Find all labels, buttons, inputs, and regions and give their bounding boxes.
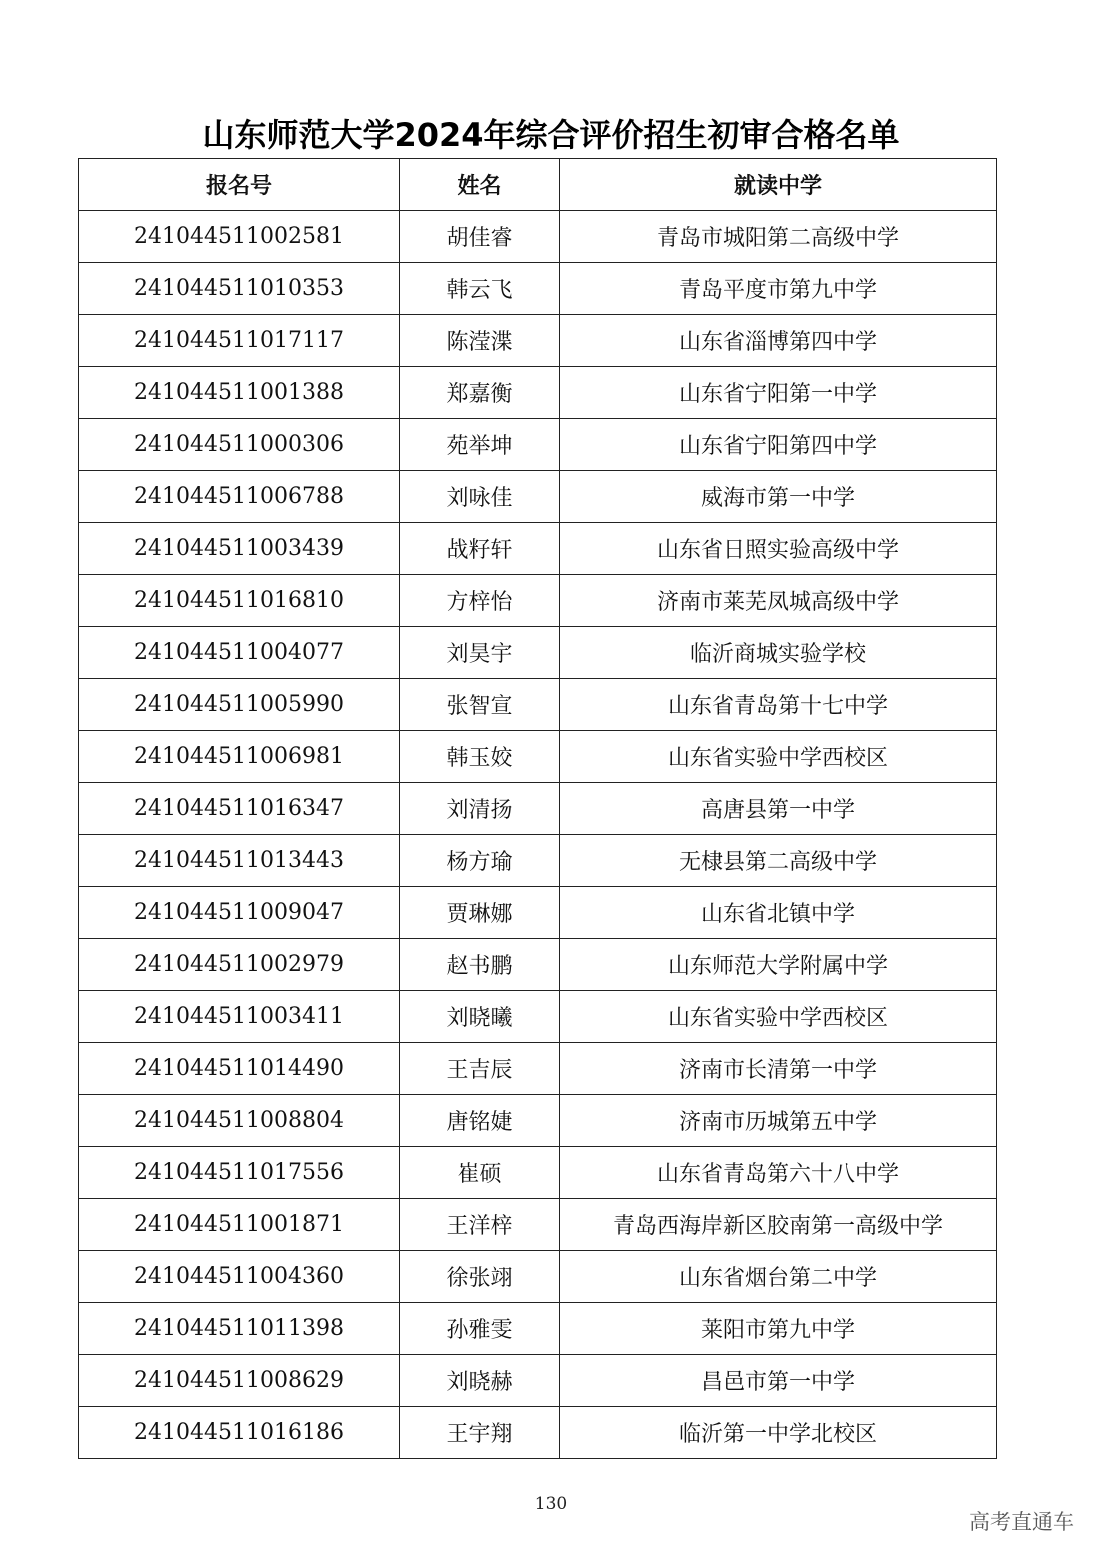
cell-registration-number: 241044511013443: [79, 835, 400, 887]
cell-school: 山东省宁阳第四中学: [560, 419, 997, 471]
cell-registration-number: 241044511017117: [79, 315, 400, 367]
cell-name: 赵书鹏: [400, 939, 560, 991]
table-row: [79, 575, 997, 627]
cell-registration-number: 241044511011398: [79, 1303, 400, 1355]
cell-registration-number: 241044511016810: [79, 575, 400, 627]
cell-name: 张智宣: [400, 679, 560, 731]
header-name: 姓名: [400, 159, 560, 211]
cell-school: 济南市莱芜凤城高级中学: [560, 575, 997, 627]
cell-school: 无棣县第二高级中学: [560, 835, 997, 887]
cell-school: 莱阳市第九中学: [560, 1303, 997, 1355]
cell-name: 陈滢渫: [400, 315, 560, 367]
cell-name: 唐铭婕: [400, 1095, 560, 1147]
table-row: [79, 731, 997, 783]
roster-body: [79, 211, 997, 1459]
cell-registration-number: 241044511004077: [79, 627, 400, 679]
cell-registration-number: 241044511003411: [79, 991, 400, 1043]
cell-name: 刘清扬: [400, 783, 560, 835]
cell-school: 山东省北镇中学: [560, 887, 997, 939]
cell-school: 山东省淄博第四中学: [560, 315, 997, 367]
cell-name: 刘昊宇: [400, 627, 560, 679]
table-row: [79, 367, 997, 419]
cell-name: 孙雅雯: [400, 1303, 560, 1355]
cell-school: 山东省青岛第六十八中学: [560, 1147, 997, 1199]
table-row: [79, 1407, 997, 1459]
cell-name: 韩玉姣: [400, 731, 560, 783]
cell-registration-number: 241044511002581: [79, 211, 400, 263]
cell-registration-number: 241044511008629: [79, 1355, 400, 1407]
table-row: [79, 211, 997, 263]
cell-name: 郑嘉衡: [400, 367, 560, 419]
cell-registration-number: 241044511009047: [79, 887, 400, 939]
cell-name: 贾琳娜: [400, 887, 560, 939]
table-row: [79, 1043, 997, 1095]
cell-registration-number: 241044511016347: [79, 783, 400, 835]
cell-school: 山东省烟台第二中学: [560, 1251, 997, 1303]
cell-name: 王宇翔: [400, 1407, 560, 1459]
table-row: [79, 1095, 997, 1147]
cell-name: 王洋梓: [400, 1199, 560, 1251]
table-row: [79, 679, 997, 731]
watermark-logo-text: 高考直通车: [969, 1510, 1074, 1534]
cell-school: 山东省宁阳第一中学: [560, 367, 997, 419]
cell-name: 战籽轩: [400, 523, 560, 575]
cell-school: 青岛西海岸新区胶南第一高级中学: [560, 1199, 997, 1251]
cell-registration-number: 241044511010353: [79, 263, 400, 315]
cell-school: 山东省实验中学西校区: [560, 991, 997, 1043]
cell-registration-number: 241044511003439: [79, 523, 400, 575]
cell-registration-number: 241044511016186: [79, 1407, 400, 1459]
cell-registration-number: 241044511006981: [79, 731, 400, 783]
cell-registration-number: 241044511000306: [79, 419, 400, 471]
cell-school: 青岛平度市第九中学: [560, 263, 997, 315]
table-row: [79, 315, 997, 367]
table-row: [79, 523, 997, 575]
cell-school: 临沂第一中学北校区: [560, 1407, 997, 1459]
cell-registration-number: 241044511001871: [79, 1199, 400, 1251]
table-row: [79, 263, 997, 315]
table-row: [79, 939, 997, 991]
cell-registration-number: 241044511001388: [79, 367, 400, 419]
cell-registration-number: 241044511006788: [79, 471, 400, 523]
cell-registration-number: 241044511005990: [79, 679, 400, 731]
header-school: 就读中学: [560, 159, 997, 211]
header-registration-number: 报名号: [79, 159, 400, 211]
cell-school: 山东师范大学附属中学: [560, 939, 997, 991]
table-row: [79, 1355, 997, 1407]
page-number: 130: [534, 1494, 568, 1514]
cell-registration-number: 241044511014490: [79, 1043, 400, 1095]
table-row: [79, 419, 997, 471]
table-header-row: [79, 159, 997, 211]
cell-name: 刘晓赫: [400, 1355, 560, 1407]
table-row: [79, 1147, 997, 1199]
cell-name: 苑举坤: [400, 419, 560, 471]
cell-name: 杨方瑜: [400, 835, 560, 887]
cell-registration-number: 241044511002979: [79, 939, 400, 991]
cell-registration-number: 241044511008804: [79, 1095, 400, 1147]
cell-school: 高唐县第一中学: [560, 783, 997, 835]
table-row: [79, 835, 997, 887]
cell-name: 方梓怡: [400, 575, 560, 627]
cell-registration-number: 241044511004360: [79, 1251, 400, 1303]
cell-school: 临沂商城实验学校: [560, 627, 997, 679]
cell-name: 徐张翊: [400, 1251, 560, 1303]
cell-school: 山东省青岛第十七中学: [560, 679, 997, 731]
cell-school: 山东省日照实验高级中学: [560, 523, 997, 575]
page-title: 山东师范大学2024年综合评价招生初审合格名单: [202, 116, 900, 154]
table-row: [79, 1303, 997, 1355]
cell-name: 胡佳睿: [400, 211, 560, 263]
cell-school: 山东省实验中学西校区: [560, 731, 997, 783]
table-row: [79, 1199, 997, 1251]
table-row: [79, 1251, 997, 1303]
roster-table: [78, 158, 997, 1459]
cell-name: 刘咏佳: [400, 471, 560, 523]
cell-name: 王吉辰: [400, 1043, 560, 1095]
table-row: [79, 887, 997, 939]
cell-name: 崔硕: [400, 1147, 560, 1199]
cell-school: 济南市历城第五中学: [560, 1095, 997, 1147]
cell-registration-number: 241044511017556: [79, 1147, 400, 1199]
cell-school: 济南市长清第一中学: [560, 1043, 997, 1095]
cell-school: 青岛市城阳第二高级中学: [560, 211, 997, 263]
table-row: [79, 991, 997, 1043]
cell-name: 韩云飞: [400, 263, 560, 315]
table-row: [79, 783, 997, 835]
cell-school: 威海市第一中学: [560, 471, 997, 523]
cell-school: 昌邑市第一中学: [560, 1355, 997, 1407]
table-row: [79, 627, 997, 679]
table-row: [79, 471, 997, 523]
cell-name: 刘晓曦: [400, 991, 560, 1043]
